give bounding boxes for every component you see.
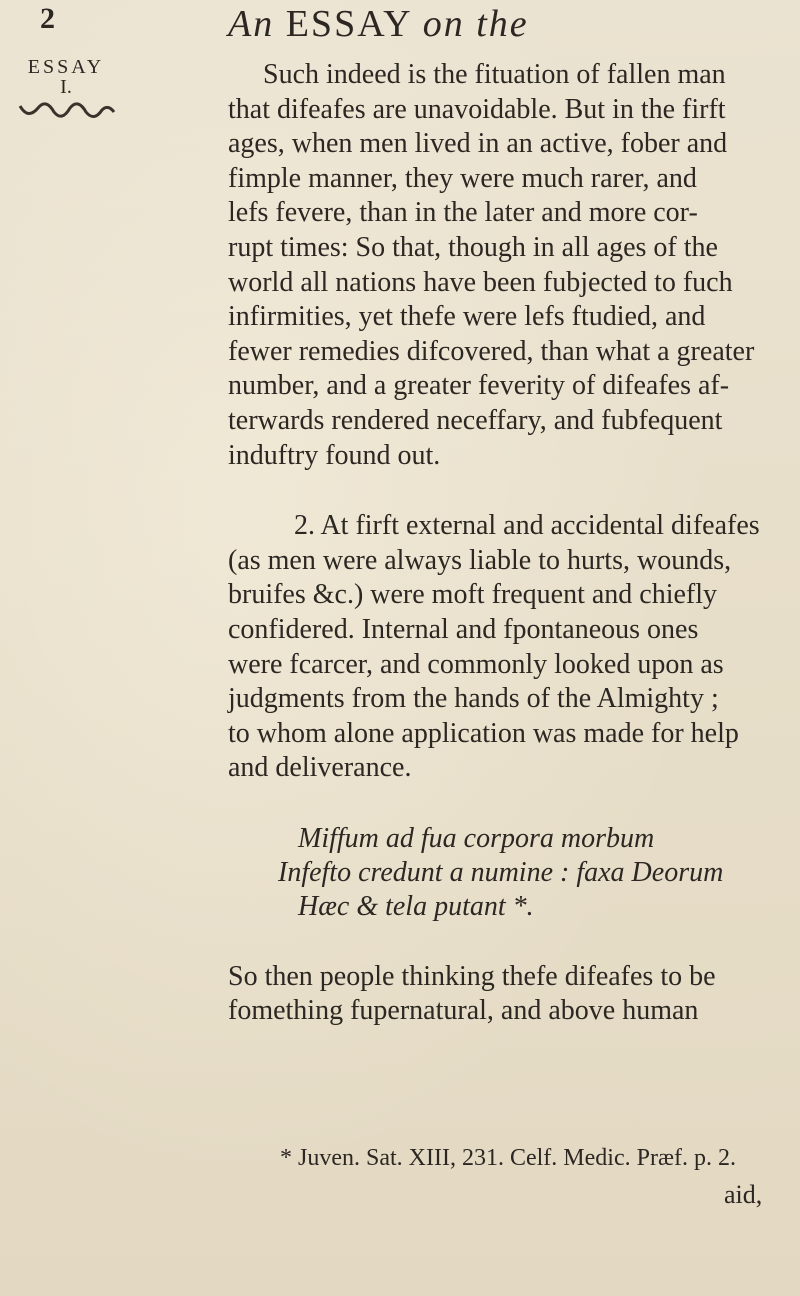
- text-line: fimple manner, they were much rarer, and: [228, 162, 697, 194]
- text-line: fewer remedies difcovered, than what a greater: [228, 335, 755, 367]
- verse-line: Miffum ad fua corpora morbum: [298, 822, 655, 854]
- latin-verse: [228, 822, 788, 924]
- text-line: and deliverance.: [228, 752, 412, 784]
- verse-line: Infefto credunt a numine : faxa Deorum: [278, 856, 724, 888]
- scroll-ornament-icon: [18, 100, 118, 122]
- text-line: lefs fevere, than in the later and more cor-: [228, 197, 698, 229]
- running-head-prefix: An: [228, 3, 275, 45]
- page-number: 2: [40, 2, 55, 35]
- text-line: Such indeed is the fituation of fallen man: [263, 59, 726, 90]
- text-line: 2. At firft external and accidental difeafes: [294, 510, 760, 542]
- text-line: to whom alone application was made for help: [228, 717, 739, 749]
- text-line: rupt times: So that, though in all ages of the: [228, 231, 718, 263]
- margin-section-number: I.: [60, 76, 72, 98]
- text-line: that difeafes are unavoidable. But in the firft: [228, 93, 726, 125]
- text-line: induftry found out.: [228, 439, 441, 471]
- text-line: infirmities, yet thefe were lefs ftudied, and: [228, 301, 706, 333]
- running-head-suffix: on the: [422, 3, 529, 45]
- verse-line: Hæc & tela putant *.: [298, 890, 534, 922]
- running-head: [228, 2, 529, 46]
- text-line: fomething fupernatural, and above human: [228, 995, 699, 1027]
- text-line: bruifes &c.) were moft frequent and chiefly: [228, 579, 718, 611]
- text-line: (as men were always liable to hurts, wounds,: [228, 544, 732, 576]
- margin-note: [16, 56, 116, 98]
- text-line: ages, when men lived in an active, fober and: [228, 128, 728, 160]
- text-line: terwards rendered neceffary, and fubfequent: [228, 404, 723, 436]
- text-line: world all nations have been fubjected to fuch: [228, 266, 733, 298]
- body-text: [228, 58, 788, 1029]
- text-line: number, and a greater feverity of difeafes af-: [228, 370, 730, 402]
- margin-section-title: ESSAY: [27, 56, 105, 78]
- text-line: So then people thinking thefe difeafes to be: [228, 960, 716, 992]
- text-line: judgments from the hands of the Almighty ;: [228, 683, 719, 715]
- footnote: * Juven. Sat. XIII, 231. Celf. Medic. Præf. p. 2.: [280, 1145, 736, 1171]
- catchword: aid,: [724, 1180, 763, 1209]
- text-line: were fcarcer, and commonly looked upon as: [228, 648, 724, 680]
- text-line: confidered. Internal and fpontaneous ones: [228, 613, 699, 645]
- running-head-title: ESSAY: [285, 3, 412, 45]
